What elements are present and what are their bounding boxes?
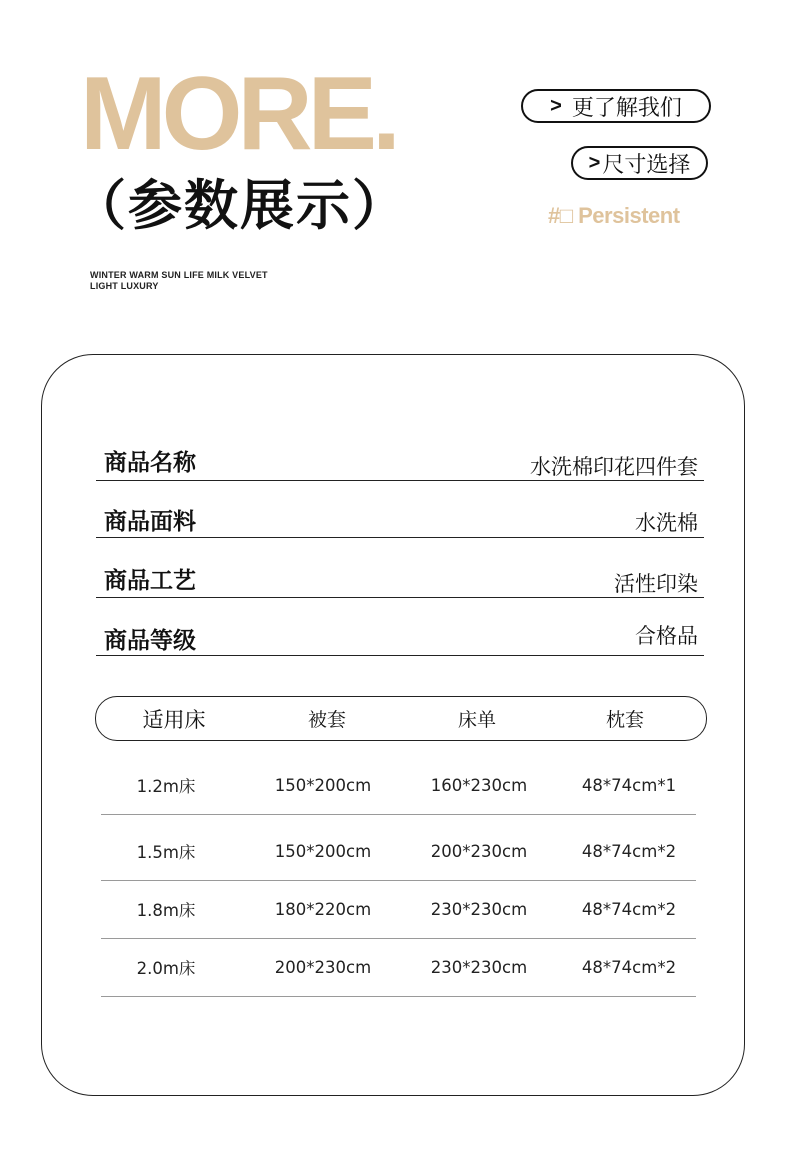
table-row: [101, 880, 696, 939]
size-table-header: [95, 696, 707, 741]
param-row-grade: [96, 614, 704, 656]
tagline-line: WINTER WARM SUN LIFE MILK VELVET: [90, 270, 268, 280]
param-value: 活性印染: [614, 572, 698, 596]
table-cell: 48*74cm*2: [581, 841, 677, 861]
param-value: 水洗棉印花四件套: [530, 455, 698, 479]
param-label: 商品面料: [104, 509, 196, 535]
param-label: 商品等级: [104, 628, 196, 654]
param-value: 水洗棉: [635, 511, 698, 535]
table-cell: 150*200cm: [274, 775, 372, 795]
column-header-pillowcase: 枕套: [605, 709, 645, 731]
size-select-button[interactable]: [571, 146, 708, 180]
about-us-label: 更了解我们: [571, 95, 682, 121]
chevron-right-icon: >: [588, 151, 601, 174]
tagline: [90, 270, 268, 292]
table-cell: 1.5m床: [136, 843, 196, 862]
table-cell: 48*74cm*2: [581, 957, 677, 977]
table-cell: 180*220cm: [274, 899, 372, 919]
table-row: [101, 756, 696, 815]
param-row-name: [96, 440, 704, 481]
table-cell: 150*200cm: [274, 841, 372, 861]
param-value: 合格品: [635, 624, 698, 648]
param-label: 商品工艺: [104, 568, 196, 594]
chevron-right-icon: >: [550, 94, 562, 117]
table-cell: 200*230cm: [274, 957, 372, 977]
table-cell: 1.8m床: [136, 901, 196, 920]
param-label: 商品名称: [104, 450, 196, 476]
size-select-label: 尺寸选择: [602, 152, 691, 178]
param-row-craft: [96, 557, 704, 598]
column-header-duvet: 被套: [307, 709, 347, 731]
page-subtitle: （参数展示）: [72, 174, 408, 237]
table-row: [101, 938, 696, 997]
table-row: [101, 822, 696, 881]
table-cell: 48*74cm*2: [581, 899, 677, 919]
column-header-sheet: 床单: [457, 709, 497, 731]
table-cell: 160*230cm: [430, 775, 528, 795]
table-cell: 230*230cm: [430, 899, 528, 919]
table-cell: 1.2m床: [136, 777, 196, 796]
column-header-bed: 适用床: [142, 707, 206, 732]
table-cell: 230*230cm: [430, 957, 528, 977]
table-cell: 200*230cm: [430, 841, 528, 861]
persistent-hashtag: #□ Persistent: [548, 203, 680, 228]
about-us-button[interactable]: [521, 89, 711, 123]
more-title: MORE.: [80, 56, 396, 172]
tagline-line: LIGHT LUXURY: [90, 281, 159, 291]
table-cell: 2.0m床: [136, 959, 196, 978]
param-row-fabric: [96, 497, 704, 538]
table-cell: 48*74cm*1: [581, 775, 677, 795]
